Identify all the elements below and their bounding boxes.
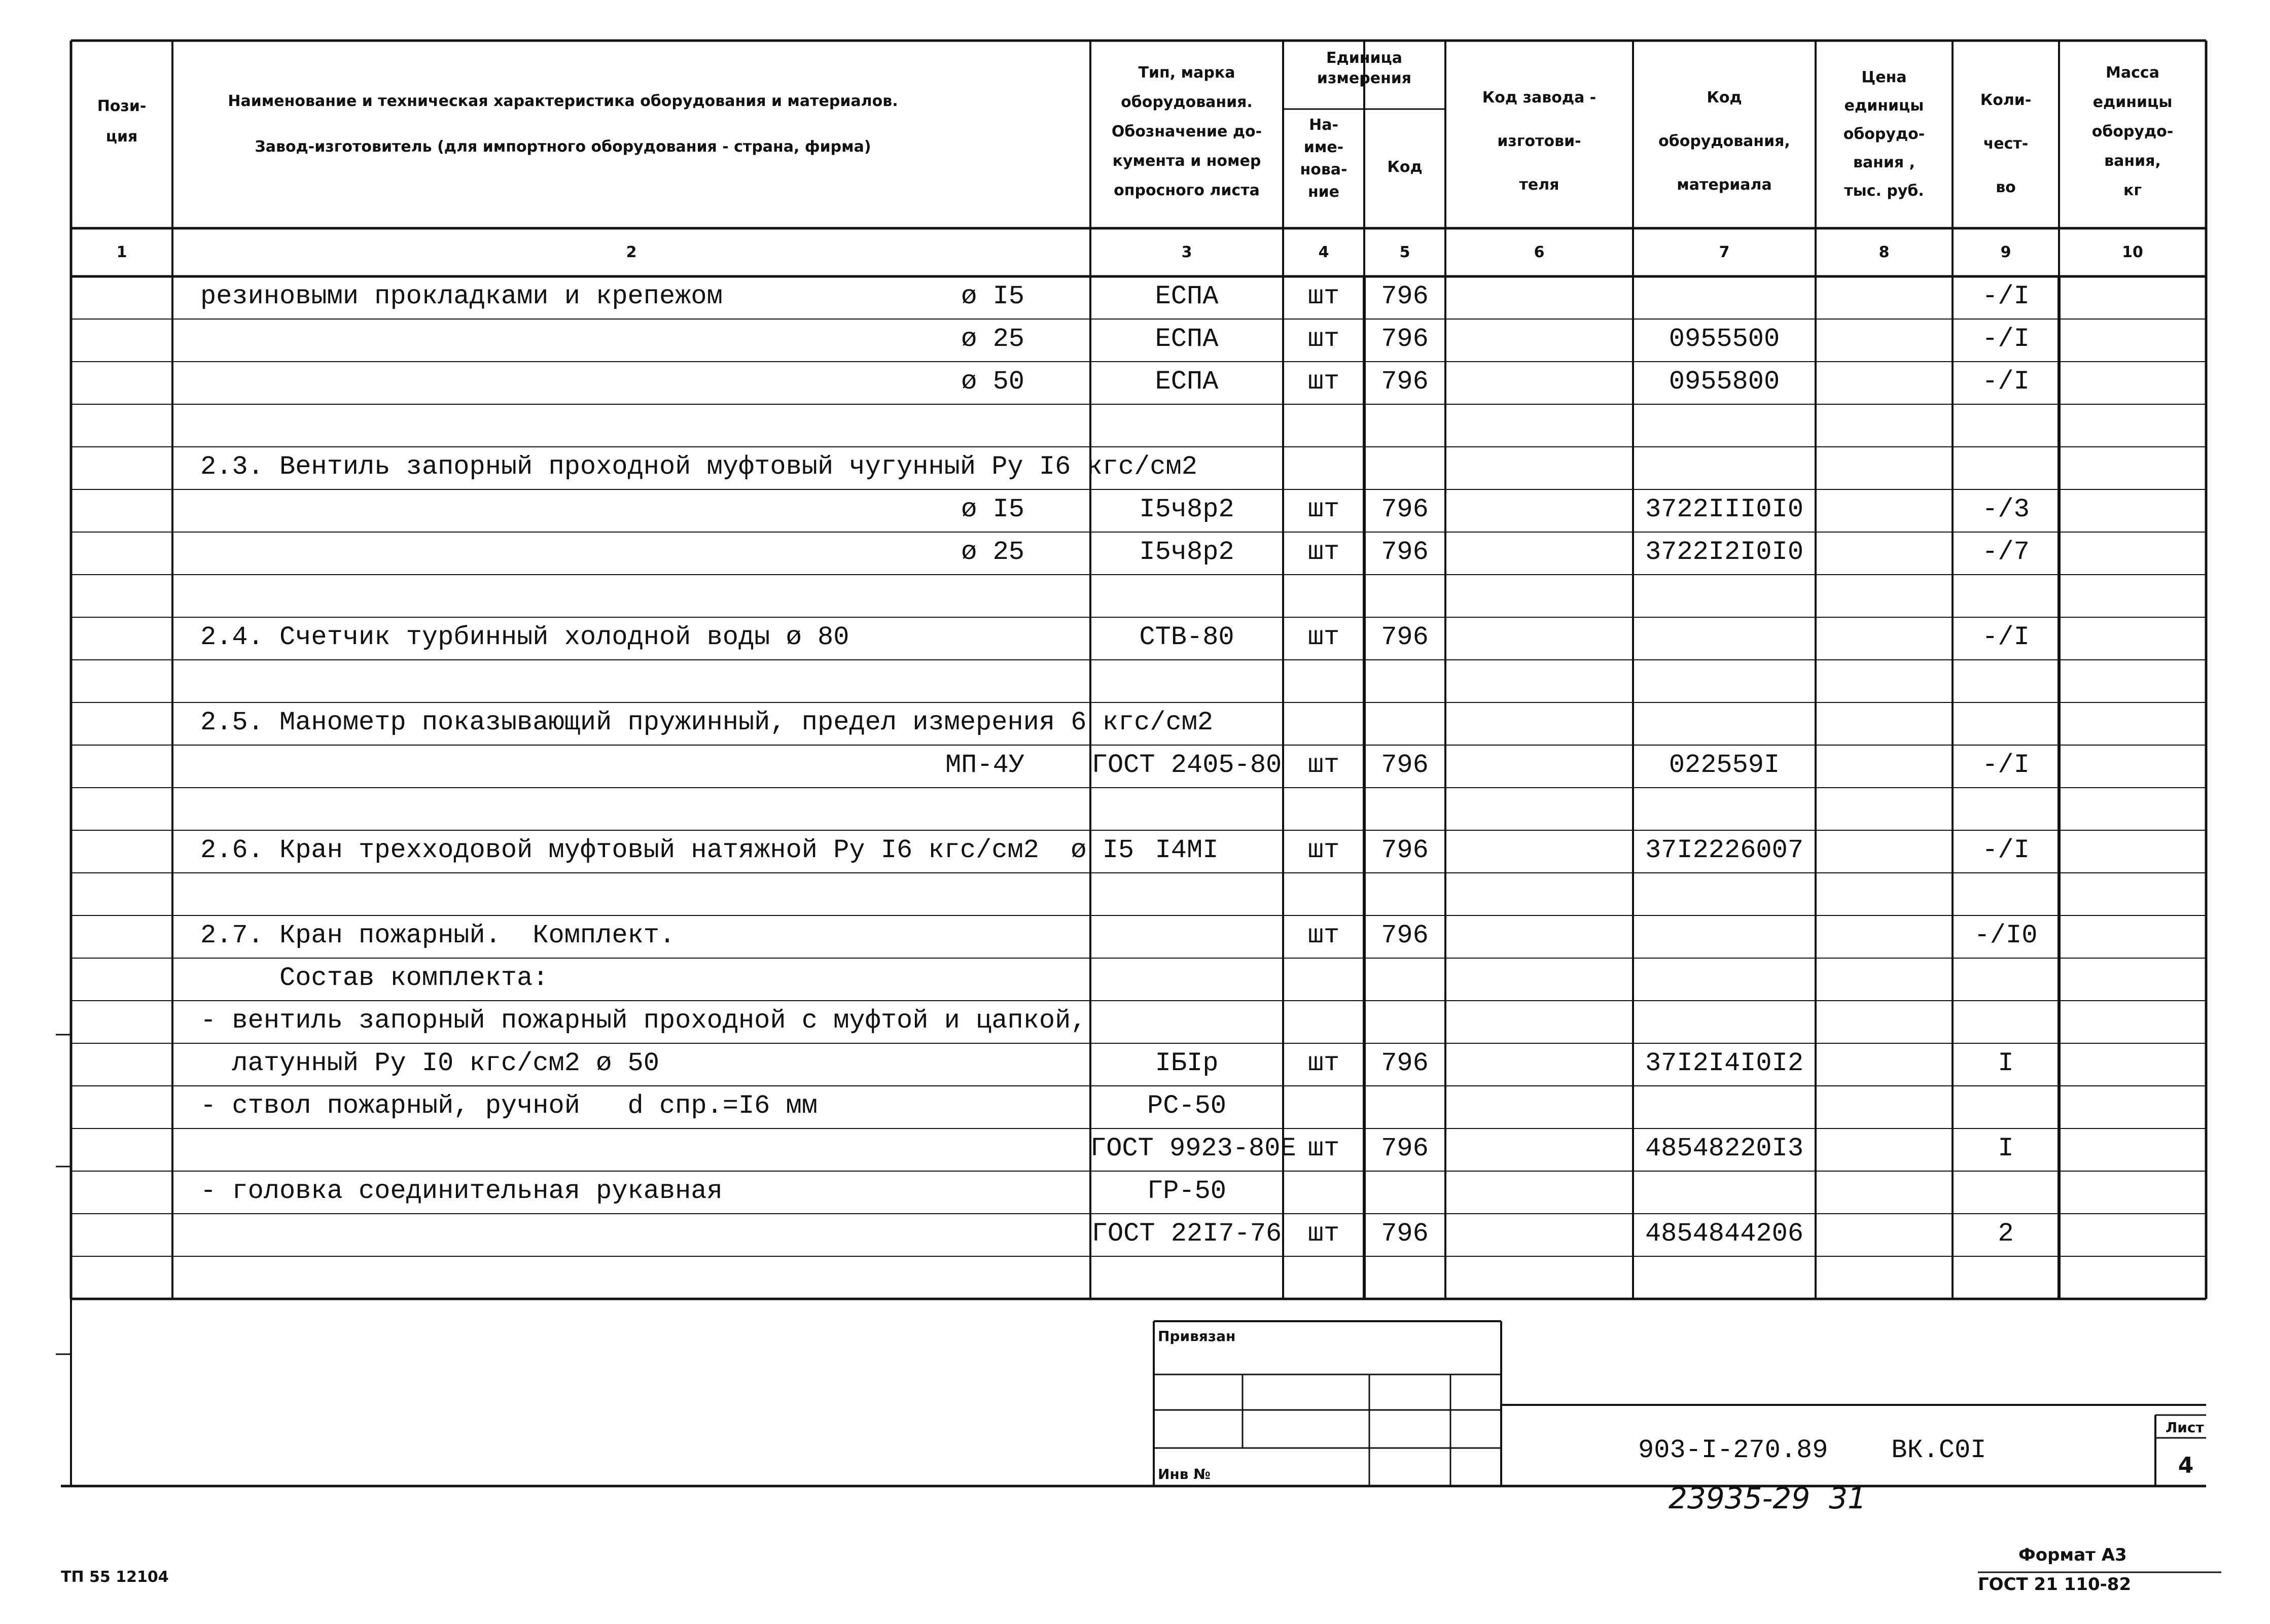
row-unit-code: 796	[1381, 835, 1429, 865]
header-quantity: Коли- чест- во	[1980, 91, 2032, 196]
footer-format: Формат А3	[2018, 1545, 2127, 1565]
row-name: резиновыми прокладками и крепежом	[200, 281, 723, 311]
row-name: Состав комплекта:	[200, 963, 549, 993]
row-unit-code: 796	[1381, 622, 1429, 652]
row-material-code: 0955800	[1669, 367, 1780, 397]
row-unit-code: 796	[1381, 495, 1429, 524]
row-unit: шт	[1307, 367, 1340, 397]
row-unit: шт	[1307, 324, 1340, 354]
row-unit: шт	[1307, 1048, 1340, 1078]
row-type: I4МI	[1155, 835, 1219, 865]
column-number-4: 4	[1318, 243, 1329, 261]
row-unit: шт	[1307, 921, 1340, 950]
header-unit-code: Код	[1387, 158, 1423, 176]
row-name: 2.4. Счетчик турбинный холодной воды ø 80	[200, 622, 849, 652]
row-material-code: 3722III0I0	[1645, 495, 1804, 524]
row-quantity: I	[1998, 1134, 2014, 1163]
footer-left-code: ТП 55 12104	[61, 1568, 169, 1586]
row-unit: шт	[1307, 281, 1340, 311]
row-quantity: -/I	[1982, 324, 2030, 354]
row-material-code: 022559I	[1669, 750, 1780, 780]
row-name: - ствол пожарный, ручной d спр.=I6 мм	[200, 1091, 818, 1121]
header-mass: Масса единицы оборудо- вания, кг	[2091, 64, 2174, 199]
row-material-code: 37I2I4I0I2	[1645, 1048, 1804, 1078]
row-type: I5ч8р2	[1139, 537, 1234, 567]
row-name: 2.6. Кран трехходовой муфтовый натяжной Ру I6 кгс/см2 ø I5	[200, 835, 1134, 865]
column-number-8: 8	[1878, 243, 1890, 261]
row-quantity: -/3	[1982, 495, 2030, 524]
row-unit-code: 796	[1381, 281, 1429, 311]
row-unit-code: 796	[1381, 1048, 1429, 1078]
row-type: ЕСПА	[1155, 367, 1219, 397]
row-unit-code: 796	[1381, 324, 1429, 354]
row-quantity: 2	[1998, 1219, 2014, 1249]
row-unit: шт	[1307, 750, 1340, 780]
row-unit: шт	[1307, 1134, 1340, 1163]
row-type: ГР-50	[1147, 1176, 1227, 1206]
row-material-code: 48548220I3	[1645, 1134, 1804, 1163]
row-diameter: ø 50	[961, 367, 1024, 397]
header-price: Цена единицы оборудо- вания , тыс. руб.	[1843, 68, 1925, 200]
row-quantity: -/I	[1982, 622, 2030, 652]
row-name: латунный Ру I0 кгс/см2 ø 50	[200, 1048, 659, 1078]
row-type: СТВ-80	[1139, 622, 1234, 652]
row-diameter: ø 25	[961, 324, 1024, 354]
header-name-line1: Наименование и техническая характеристика оборудования и материалов.	[228, 92, 898, 110]
row-quantity: -/I	[1982, 281, 2030, 311]
row-unit-code: 796	[1381, 750, 1429, 780]
row-quantity: -/I	[1982, 835, 2030, 865]
header-name-line2: Завод-изготовитель (для импортного оборудования - страна, фирма)	[255, 138, 871, 156]
row-unit-code: 796	[1381, 537, 1429, 567]
row-material-code: 37I2226007	[1645, 835, 1804, 865]
column-number-9: 9	[2000, 243, 2011, 261]
row-type: ЕСПА	[1155, 281, 1219, 311]
row-material-code: 3722I2I0I0	[1645, 537, 1804, 567]
stamp-privyazan: Привязан	[1158, 1328, 1236, 1345]
row-name: 2.7. Кран пожарный. Комплект.	[200, 921, 676, 950]
row-diameter: ø 25	[961, 537, 1024, 567]
header-plant-code: Код завода - изготови- теля	[1482, 89, 1597, 194]
row-type: IБIр	[1155, 1048, 1219, 1078]
header-unit-name: На- име- нова- ние	[1300, 116, 1347, 201]
row-unit: шт	[1307, 622, 1340, 652]
row-diameter: МП-4У	[945, 750, 1024, 780]
row-name: - головка соединительная рукавная	[200, 1176, 723, 1206]
stamp-list-label: Лист	[2166, 1419, 2204, 1436]
row-unit: шт	[1307, 495, 1340, 524]
row-unit-code: 796	[1381, 921, 1429, 950]
column-number-3: 3	[1181, 243, 1192, 261]
row-unit-code: 796	[1381, 367, 1429, 397]
stamp-handwritten-number: 23935-29 31	[1669, 1481, 1866, 1515]
row-name: - вентиль запорный пожарный проходной с муфтой и цапкой,	[200, 1006, 1087, 1036]
header-material-code: Код оборудования, материала	[1658, 89, 1790, 194]
header-position: Пози- ция	[97, 97, 147, 146]
row-unit-code: 796	[1381, 1219, 1429, 1249]
row-type: ЕСПА	[1155, 324, 1219, 354]
row-material-code: 4854844206	[1645, 1219, 1804, 1249]
footer-gost: ГОСТ 21 110-82	[1978, 1574, 2132, 1595]
row-quantity: I	[1998, 1048, 2014, 1078]
row-type: I5ч8р2	[1139, 495, 1234, 524]
column-number-7: 7	[1719, 243, 1730, 261]
column-number-1: 1	[116, 243, 127, 261]
row-quantity: -/I	[1982, 750, 2030, 780]
row-diameter: ø I5	[961, 281, 1024, 311]
column-number-2: 2	[626, 243, 637, 261]
row-material-code: 0955500	[1669, 324, 1780, 354]
row-quantity: -/7	[1982, 537, 2030, 567]
row-type: РС-50	[1147, 1091, 1227, 1121]
stamp-inv-no: Инв №	[1158, 1466, 1211, 1482]
row-unit-code: 796	[1381, 1134, 1429, 1163]
column-number-6: 6	[1534, 243, 1545, 261]
column-number-10: 10	[2122, 243, 2143, 261]
row-name: 2.3. Вентиль запорный проходной муфтовый чугунный Ру I6 кгс/см2	[200, 452, 1197, 482]
row-type: ГОСТ 9923-80Е	[1090, 1134, 1296, 1163]
header-unit-group: Единица измерения	[1317, 49, 1412, 87]
row-unit: шт	[1307, 537, 1340, 567]
row-type: ГОСТ 2405-80	[1091, 750, 1282, 780]
row-quantity: -/I0	[1974, 921, 2038, 950]
row-unit: шт	[1307, 1219, 1340, 1249]
row-quantity: -/I	[1982, 367, 2030, 397]
header-type: Тип, марка оборудования. Обозначение до- кумента и номер опросного листа	[1111, 64, 1262, 199]
row-unit: шт	[1307, 835, 1340, 865]
row-name: 2.5. Манометр показывающий пружинный, предел измерения 6 кгс/см2	[200, 708, 1214, 737]
stamp-list-number: 4	[2178, 1453, 2194, 1478]
row-type: ГОСТ 22I7-76	[1091, 1219, 1282, 1249]
row-diameter: ø I5	[961, 495, 1024, 524]
column-number-5: 5	[1399, 243, 1410, 261]
stamp-doc-code: 903-I-270.89 ВК.С0I	[1638, 1435, 1987, 1465]
